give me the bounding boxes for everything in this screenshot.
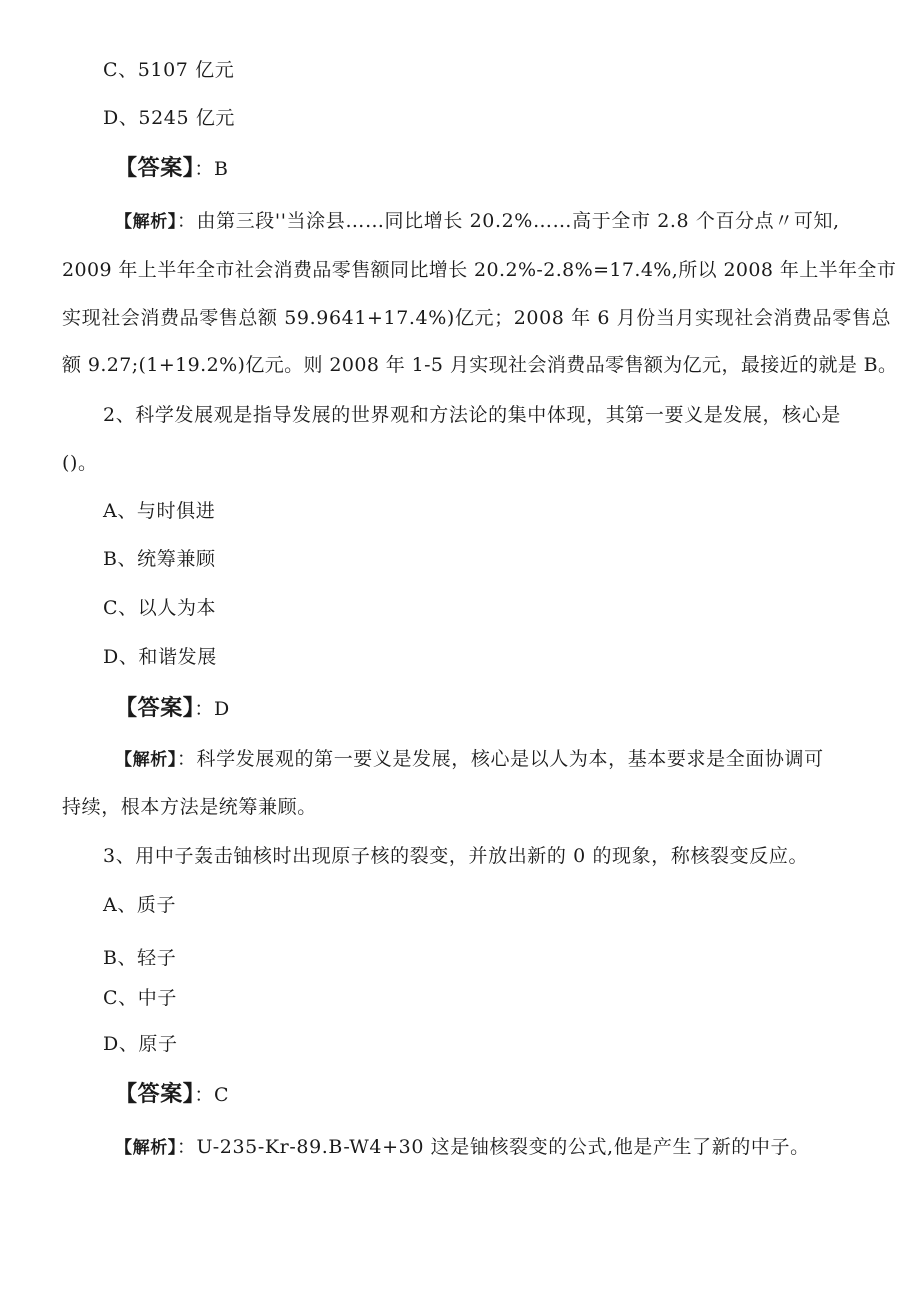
q1-explanation-line-1 [115,209,840,234]
explanation-text: ：由第三段''当涂县……同比增长 20.2%……高于全市 2.8 个百分点〃可知, [176,210,840,232]
q2-option-c: C、以人为本 [103,597,217,619]
q1-explanation-line-4: 额 9.27;(1+19.2%)亿元。则 2008 年 1-5 月实现社会消费品零售额为亿元，最接近的就是 B。 [62,354,898,376]
q1-explanation-line-2: 2009 年上半年全市社会消费品零售额同比增长 20.2%-2.8%=17.4%,所以 2008 年上半年全市 [62,259,897,281]
q2-option-a: A、与时俱进 [103,500,216,522]
q1-option-d: D、5245 亿元 [103,107,236,129]
q2-stem-line-2: ()。 [62,452,98,474]
q3-option-a: A、质子 [103,894,177,916]
explanation-text: ：U-235-Kr-89.B-W4+30 这是铀核裂变的公式,他是产生了新的中子。 [176,1136,810,1158]
q3-option-d: D、原子 [103,1033,178,1055]
q2-explanation-line-2: 持续，根本方法是统筹兼顾。 [62,796,317,818]
q3-answer [115,1083,229,1107]
q2-option-b: B、统筹兼顾 [103,548,216,570]
q1-option-c: C、5107 亿元 [103,59,235,81]
answer-value: ：D [194,698,230,720]
explanation-label: 【解析】 [115,212,177,232]
answer-label: 【答案】 [115,156,195,181]
explanation-text: ：科学发展观的第一要义是发展，核心是以人为本，基本要求是全面协调可 [176,748,824,770]
q2-stem-line-1: 2、科学发展观是指导发展的世界观和方法论的集中体现，其第一要义是发展，核心是 [103,404,841,426]
q3-explanation-line-1 [115,1135,810,1160]
q3-option-c: C、中子 [103,987,177,1009]
explanation-label: 【解析】 [115,750,177,770]
q1-answer [115,157,229,181]
answer-value: ：B [194,158,229,180]
q2-explanation-line-1 [115,747,824,772]
q3-stem-line-1: 3、用中子轰击铀核时出现原子核的裂变，并放出新的 0 的现象，称核裂变反应。 [103,845,809,867]
answer-label: 【答案】 [115,1082,195,1107]
q2-answer [115,697,230,721]
explanation-label: 【解析】 [115,1138,177,1158]
q3-option-b: B、轻子 [103,947,177,969]
answer-label: 【答案】 [115,696,195,721]
q2-option-d: D、和谐发展 [103,646,217,668]
answer-value: ：C [194,1084,230,1106]
q1-explanation-line-3: 实现社会消费品零售总额 59.9641+17.4%)亿元；2008 年 6 月份当月实现社会消费品零售总 [62,307,892,329]
